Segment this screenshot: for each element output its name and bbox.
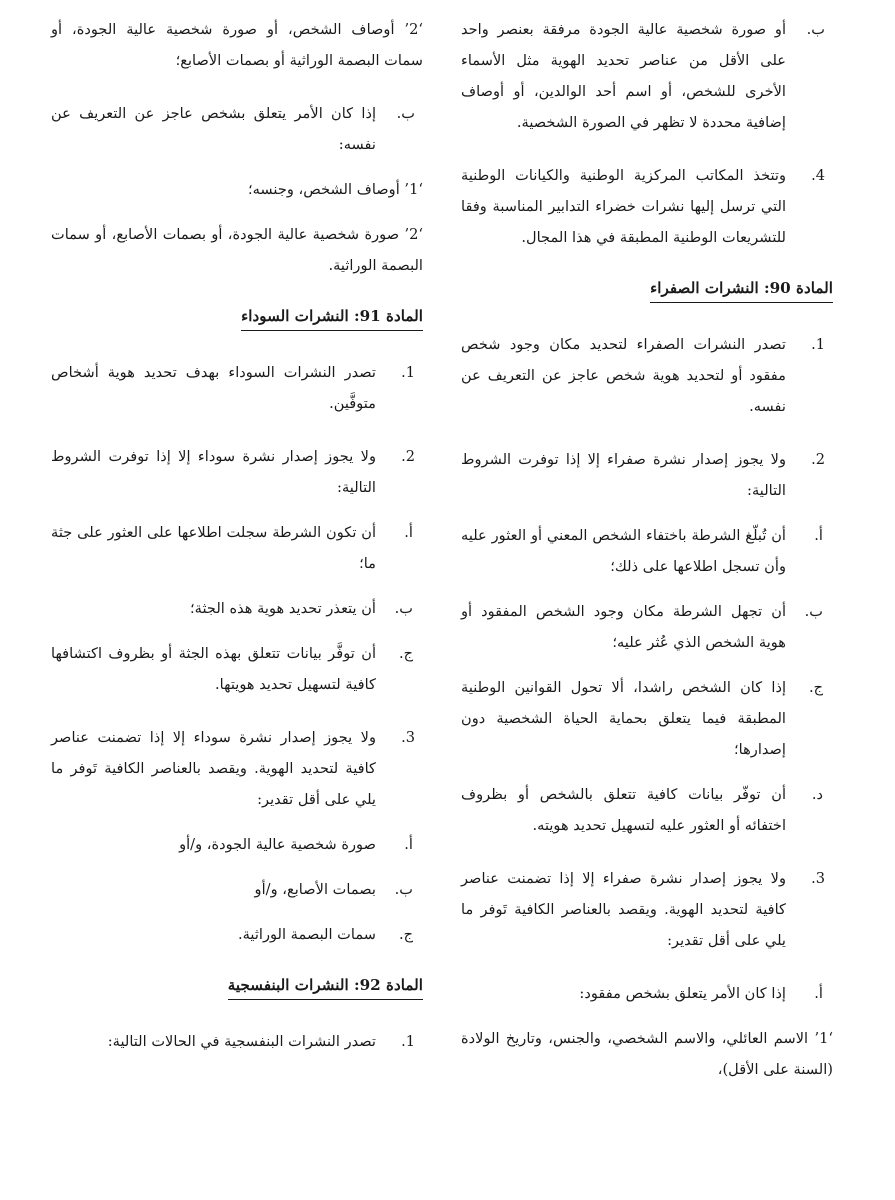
- item-text: تصدر النشرات الصفراء لتحديد مكان وجود شخص مفقود أو لتحديد هوية شخص عاجز عن التعريف عن نفسه.: [461, 336, 786, 415]
- item-roman: ‘1’: [814, 1030, 834, 1047]
- item-letter: أ.: [814, 985, 823, 1002]
- item-letter: أ.: [404, 524, 413, 541]
- item-text: إذا كان الأمر يتعلق بشخص عاجز عن التعريف عن نفسه:: [51, 105, 376, 153]
- item-number: 4.: [811, 167, 825, 184]
- article-90-heading: المادة 90: النشرات الصفراء: [650, 275, 833, 303]
- item-number: 1.: [401, 364, 415, 381]
- item-number: ب.: [806, 21, 825, 38]
- item-letter: ج.: [398, 645, 413, 662]
- list-item: [51, 874, 423, 905]
- item-number: 3.: [811, 870, 825, 887]
- item-text: تصدر النشرات البنفسجية في الحالات التالية:: [107, 1033, 376, 1050]
- item-number: 3.: [401, 729, 415, 746]
- list-item: [51, 219, 423, 281]
- item-text: أن توفَّر بيانات تتعلق بهذه الجثة أو بظروف اكتشافها كافية لتسهيل تحديد هويتها.: [51, 645, 376, 693]
- item-text: ولا يجوز إصدار نشرة سوداء إلا إذا تضمنت عناصر كافية لتحديد الهوية. ويقصد بالعناصر الكافية تَوفر ما يلي على أقل تقدير:: [51, 729, 376, 808]
- list-item: [461, 596, 833, 658]
- item-letter: ب.: [394, 881, 413, 898]
- item-text: أن يتعذر تحديد هوية هذه الجثة؛: [190, 600, 376, 617]
- item-text: ولا يجوز إصدار نشرة صفراء إلا إذا توفرت الشروط التالية:: [461, 451, 786, 499]
- item-number: 2.: [811, 451, 825, 468]
- item-letter: أ.: [814, 527, 823, 544]
- item-text: صورة شخصية عالية الجودة، أو بصمات الأصابع، أو سمات البصمة الوراثية.: [51, 226, 423, 274]
- item-text: وتتخذ المكاتب المركزية الوطنية والكيانات الوطنية التي ترسل إليها نشرات خضراء التدابير المناسبة وفقا للتشريعات الوطنية المطبقة في هذا المجال.: [461, 167, 786, 246]
- item-number: 1.: [401, 1033, 415, 1050]
- item-letter: ج.: [398, 926, 413, 943]
- list-item: [461, 978, 833, 1009]
- list-item: [51, 441, 423, 503]
- list-item: [51, 829, 423, 860]
- item-roman: ‘2’: [404, 21, 424, 38]
- list-item: [461, 329, 833, 422]
- left-column: [51, 14, 423, 1057]
- item-text: تصدر النشرات السوداء بهدف تحديد هوية أشخاص متوفَّين.: [51, 364, 376, 412]
- item-text: الاسم العائلي، والاسم الشخصي، والجنس، وتاريخ الولادة (السنة على الأقل)،: [461, 1030, 833, 1078]
- list-item: [461, 672, 833, 765]
- item-roman: ‘2’: [404, 226, 424, 243]
- list-item: [51, 98, 423, 160]
- item-roman: ‘1’: [404, 181, 423, 198]
- list-item: [51, 593, 423, 624]
- item-text: أو صورة شخصية عالية الجودة مرفقة بعنصر واحد على الأقل من عناصر تحديد الهوية مثل الأسماء الأخرى للشخص، أو اسم أحد الوالدين، أو أوصاف إضافية محددة لا تظهر في الصورة الشخصية.: [461, 21, 786, 131]
- item-text: ولا يجوز إصدار نشرة سوداء إلا إذا توفرت الشروط التالية:: [51, 448, 376, 496]
- list-item: [461, 160, 833, 253]
- list-item: [51, 1026, 423, 1057]
- item-letter: ب.: [804, 603, 823, 620]
- list-item: [51, 919, 423, 950]
- item-text: أن تجهل الشرطة مكان وجود الشخص المفقود أو هوية الشخص الذي عُثر عليه؛: [461, 603, 786, 651]
- list-item: [51, 357, 423, 419]
- list-item: [51, 174, 423, 205]
- item-letter: د.: [811, 786, 823, 803]
- list-item: [461, 444, 833, 506]
- article-91-heading: المادة 91: النشرات السوداء: [241, 303, 423, 331]
- item-letter: ج.: [808, 679, 823, 696]
- list-item: [461, 14, 833, 138]
- item-text: أوصاف الشخص، وجنسه؛: [247, 181, 400, 198]
- item-letter: أ.: [404, 836, 413, 853]
- item-text: أن تكون الشرطة سجلت اطلاعها على العثور على جثة ما؛: [51, 524, 376, 572]
- list-item: [51, 722, 423, 815]
- item-text: سمات البصمة الوراثية.: [237, 926, 376, 943]
- list-item: [51, 638, 423, 700]
- item-text: أن توفّر بيانات كافية تتعلق بالشخص أو بظروف اختفائه أو العثور عليه لتسهيل تحديد هويته.: [461, 786, 786, 834]
- article-92-heading: المادة 92: النشرات البنفسجية: [228, 972, 423, 1000]
- right-column: [461, 14, 833, 1085]
- item-text: بصمات الأصابع، و/أو: [254, 881, 376, 898]
- item-letter: ب.: [396, 105, 415, 122]
- item-text: أن تُبلّغ الشرطة باختفاء الشخص المعني أو العثور عليه وأن تسجل اطلاعها على ذلك؛: [461, 527, 786, 575]
- list-item: [461, 863, 833, 956]
- list-item: [51, 14, 423, 76]
- item-number: 2.: [401, 448, 415, 465]
- list-item: [51, 517, 423, 579]
- item-text: ولا يجوز إصدار نشرة صفراء إلا إذا تضمنت عناصر كافية لتحديد الهوية. ويقصد بالعناصر الكافية تَوفر ما يلي على أقل تقدير:: [461, 870, 786, 949]
- item-text: أوصاف الشخص، أو صورة شخصية عالية الجودة، أو سمات البصمة الوراثية أو بصمات الأصابع؛: [51, 21, 423, 69]
- list-item: [461, 779, 833, 841]
- item-letter: ب.: [394, 600, 413, 617]
- list-item: [461, 520, 833, 582]
- item-text: صورة شخصية عالية الجودة، و/أو: [179, 836, 376, 853]
- item-text: إذا كان الشخص راشدا، ألا تحول القوانين الوطنية المطبقة فيما يتعلق بحماية الحياة الشخصية دون إصدارها؛: [461, 679, 786, 758]
- item-number: 1.: [811, 336, 825, 353]
- list-item: [461, 1023, 833, 1085]
- item-text: إذا كان الأمر يتعلق بشخص مفقود:: [579, 985, 786, 1002]
